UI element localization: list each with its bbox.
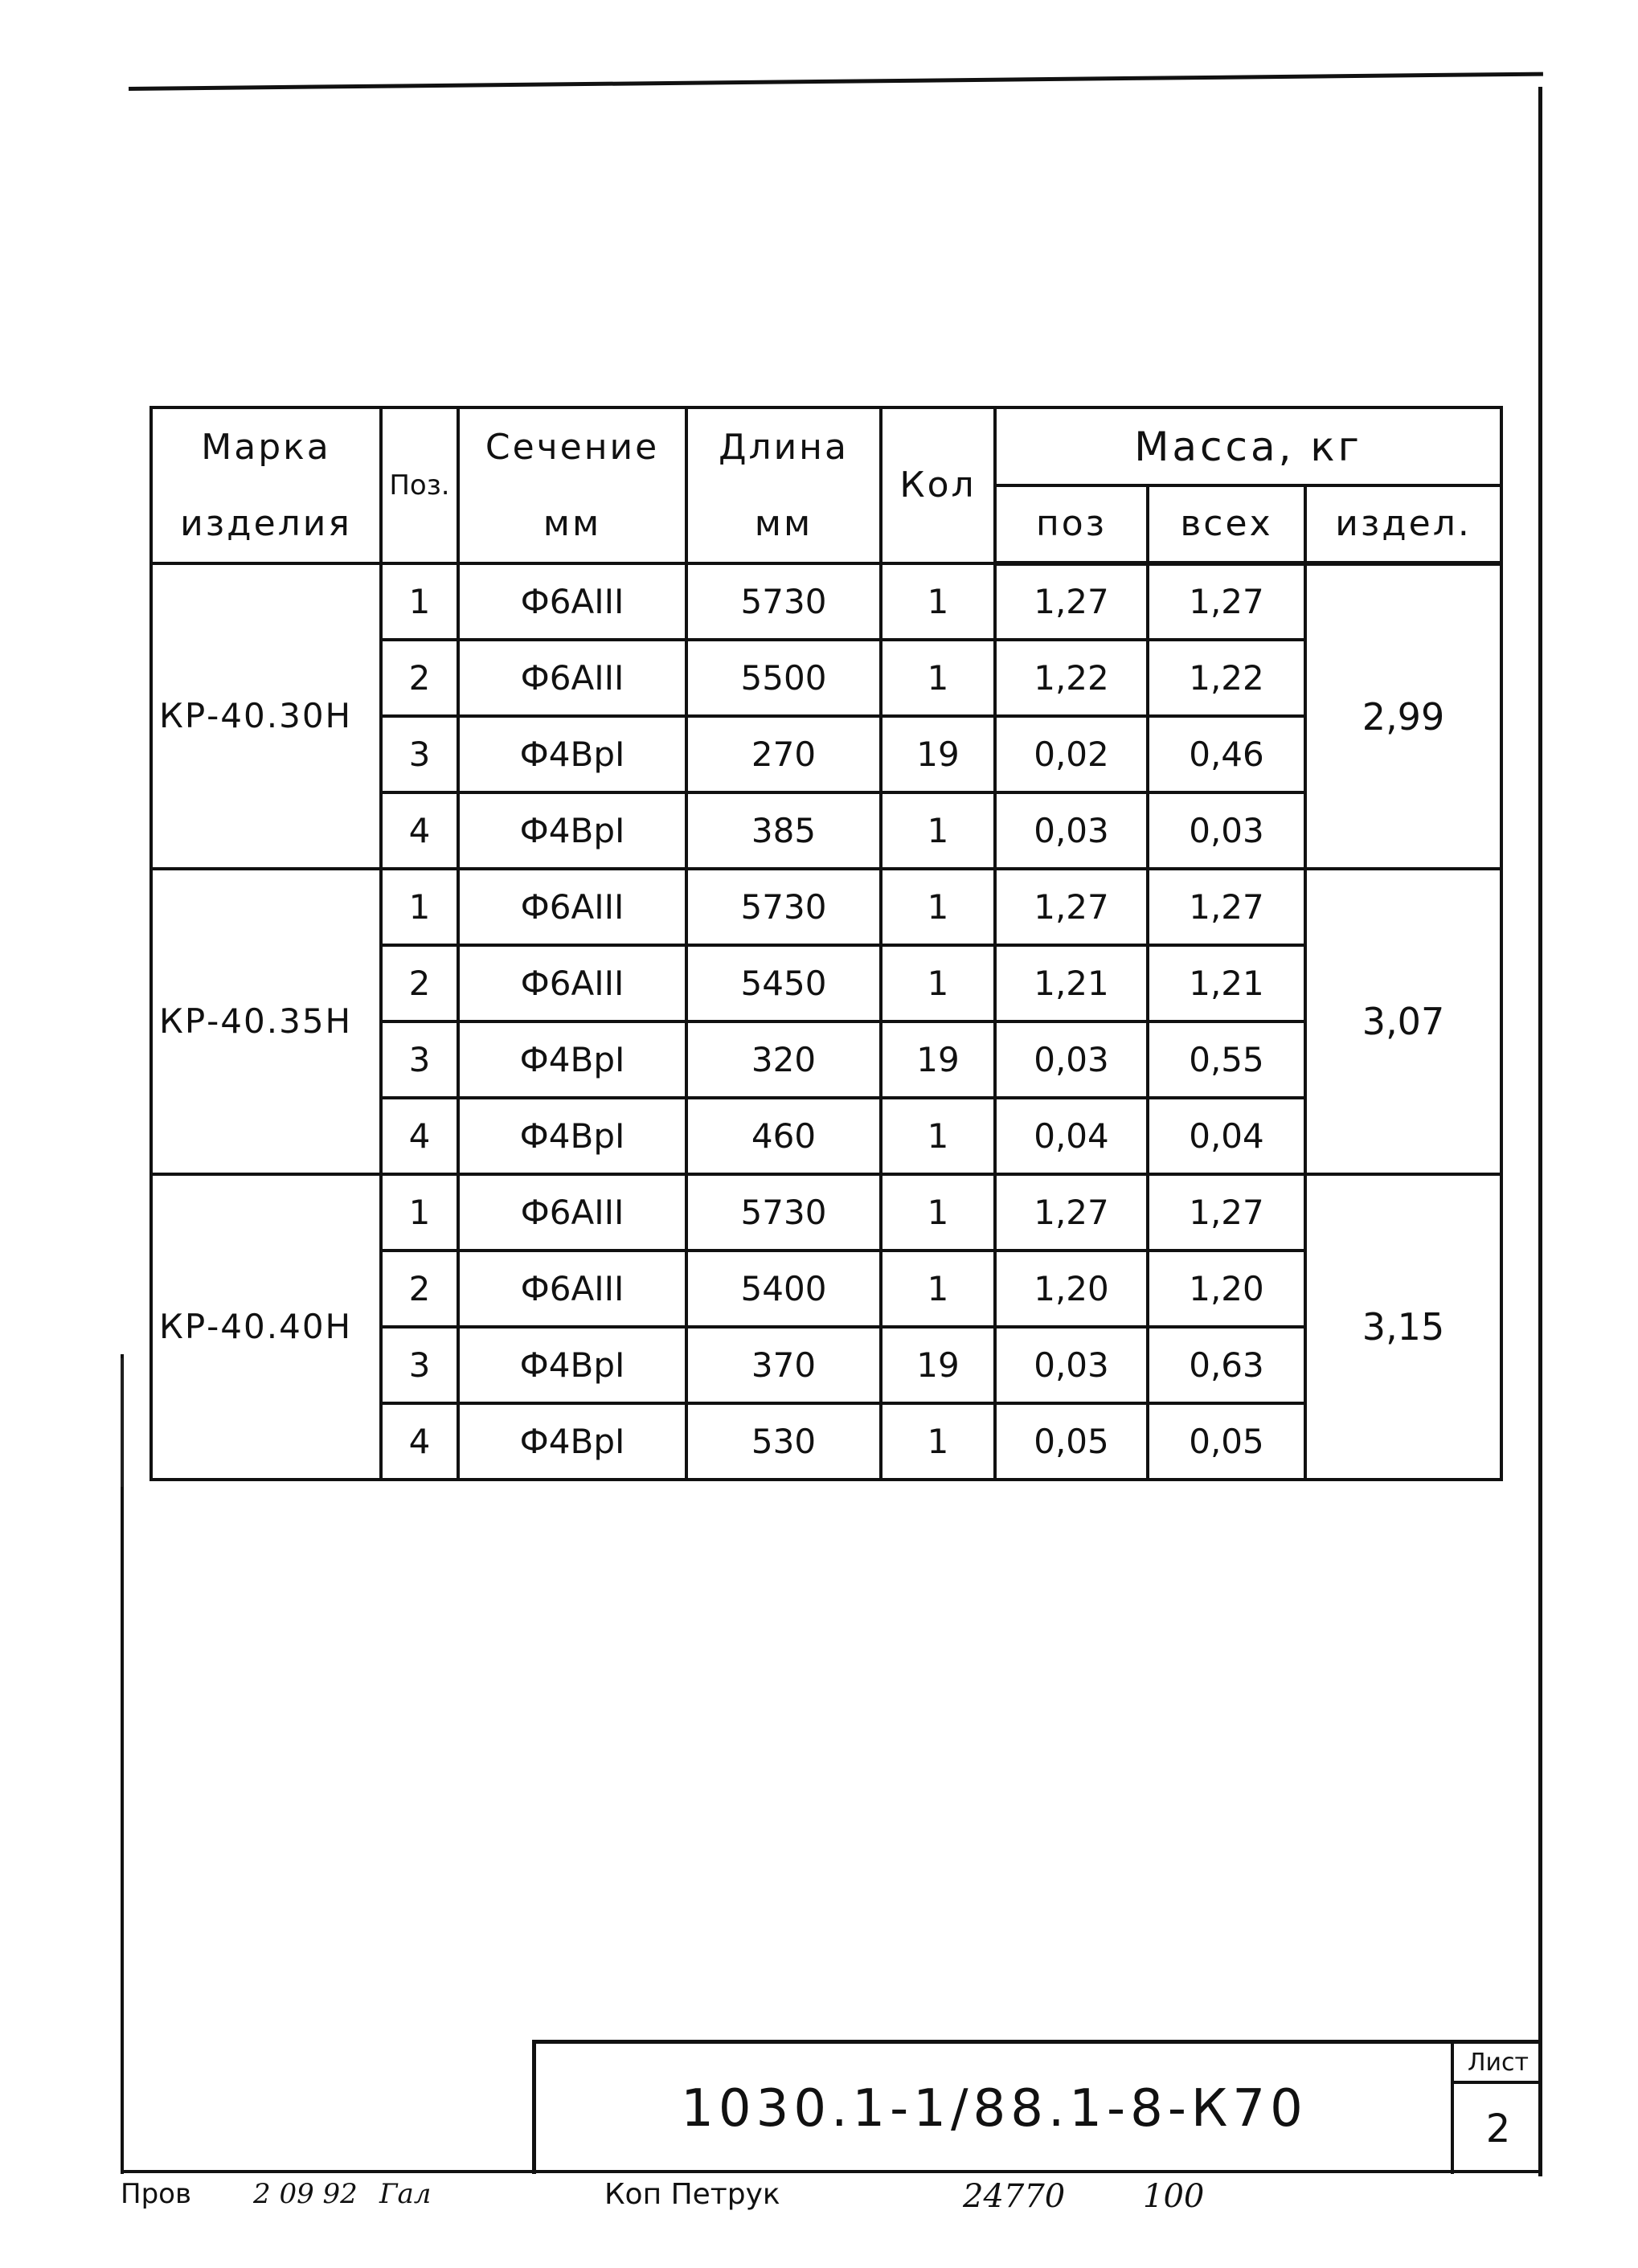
- cell-section: Ф4ВрI: [458, 1098, 686, 1174]
- format-number: 100: [1143, 2178, 1205, 2215]
- cell-qty: 1: [881, 945, 995, 1021]
- group-total-mass: 3,15: [1305, 1174, 1501, 1480]
- cell-mass-all: 1,27: [1148, 1174, 1305, 1251]
- cell-pos: 4: [381, 1098, 458, 1174]
- document-code: 1030.1-1/88.1-8-К70: [681, 2079, 1308, 2139]
- cell-qty: 1: [881, 563, 995, 640]
- cell-section: Ф6АIII: [458, 869, 686, 945]
- cell-length: 5730: [686, 869, 881, 945]
- cell-pos: 4: [381, 1403, 458, 1480]
- cell-mass-pos: 1,27: [995, 563, 1148, 640]
- cell-mass-pos: 0,03: [995, 1327, 1148, 1403]
- cell-pos: 3: [381, 716, 458, 792]
- header-mark: [151, 407, 381, 563]
- cell-length: 5450: [686, 945, 881, 1021]
- cell-qty: 19: [881, 716, 995, 792]
- group-total-mass: 3,07: [1305, 869, 1501, 1174]
- order-number: 24770: [963, 2178, 1066, 2215]
- group-mark: КР-40.40Н: [151, 1174, 381, 1480]
- cell-mass-all: 0,55: [1148, 1021, 1305, 1098]
- checked-label: Пров: [121, 2178, 191, 2210]
- cell-mass-all: 0,05: [1148, 1403, 1305, 1480]
- group-total-mass: 2,99: [1305, 563, 1501, 869]
- cell-section: Ф4ВрI: [458, 1327, 686, 1403]
- cell-pos: 1: [381, 869, 458, 945]
- cell-mass-all: 0,46: [1148, 716, 1305, 792]
- cell-section: Ф4ВрI: [458, 792, 686, 869]
- header-length-line1: Длина: [719, 426, 849, 468]
- cell-mass-all: 0,63: [1148, 1327, 1305, 1403]
- header-section-line2: мм: [543, 502, 602, 544]
- table-row: [151, 869, 1501, 945]
- cell-qty: 1: [881, 1174, 995, 1251]
- cell-pos: 1: [381, 1174, 458, 1251]
- header-mark-line1: Марка: [201, 426, 331, 468]
- cell-pos: 2: [381, 945, 458, 1021]
- group-mark: КР-40.35Н: [151, 869, 381, 1174]
- cell-length: 460: [686, 1098, 881, 1174]
- cell-qty: 1: [881, 1403, 995, 1480]
- cell-section: Ф4ВрI: [458, 1403, 686, 1480]
- cell-pos: 1: [381, 563, 458, 640]
- title-block-stamp: [532, 2040, 1542, 2174]
- cell-mass-all: 1,20: [1148, 1251, 1305, 1327]
- cell-section: Ф6АIII: [458, 1251, 686, 1327]
- cell-mass-all: 1,27: [1148, 869, 1305, 945]
- cell-mass-pos: 1,22: [995, 640, 1148, 716]
- header-mass-item: издел.: [1305, 485, 1501, 563]
- cell-mass-all: 0,04: [1148, 1098, 1305, 1174]
- cell-mass-all: 0,03: [1148, 792, 1305, 869]
- cell-qty: 1: [881, 792, 995, 869]
- specification-table: [149, 406, 1503, 1481]
- header-mark-line2: изделия: [180, 502, 352, 544]
- cell-qty: 19: [881, 1327, 995, 1403]
- cell-mass-pos: 0,04: [995, 1098, 1148, 1174]
- cell-length: 385: [686, 792, 881, 869]
- cell-qty: 1: [881, 1251, 995, 1327]
- scan-mark: [121, 1358, 123, 1487]
- frame-right-line: [1538, 87, 1542, 2176]
- cell-section: Ф4ВрI: [458, 716, 686, 792]
- cell-qty: 1: [881, 640, 995, 716]
- cell-mass-all: 1,22: [1148, 640, 1305, 716]
- header-pos: Поз.: [381, 407, 458, 563]
- header-length-line2: мм: [754, 502, 813, 544]
- cell-mass-pos: 1,27: [995, 1174, 1148, 1251]
- cell-mass-pos: 0,02: [995, 716, 1148, 792]
- header-qty: Кол: [881, 407, 995, 563]
- cell-section: Ф6АIII: [458, 563, 686, 640]
- cell-mass-pos: 0,03: [995, 792, 1148, 869]
- cell-qty: 1: [881, 869, 995, 945]
- cell-mass-all: 1,27: [1148, 563, 1305, 640]
- cell-mass-pos: 0,03: [995, 1021, 1148, 1098]
- header-section: [458, 407, 686, 563]
- table-row: [151, 1174, 1501, 1251]
- cell-mass-all: 1,21: [1148, 945, 1305, 1021]
- cell-mass-pos: 1,20: [995, 1251, 1148, 1327]
- cell-section: Ф6АIII: [458, 1174, 686, 1251]
- cell-pos: 3: [381, 1021, 458, 1098]
- header-mass-all: всех: [1148, 485, 1305, 563]
- cell-length: 270: [686, 716, 881, 792]
- cell-length: 5400: [686, 1251, 881, 1327]
- cell-length: 370: [686, 1327, 881, 1403]
- sheet-number: 2: [1485, 2106, 1511, 2151]
- cell-length: 5730: [686, 563, 881, 640]
- cell-section: Ф4ВрI: [458, 1021, 686, 1098]
- table-row: [151, 563, 1501, 640]
- sheet-box: [1451, 2044, 1542, 2174]
- header-mass-pos: поз: [995, 485, 1148, 563]
- cell-length: 530: [686, 1403, 881, 1480]
- cell-qty: 1: [881, 1098, 995, 1174]
- checker-signature: Гал: [379, 2178, 432, 2210]
- checked-date: 2 09 92: [253, 2178, 358, 2210]
- cell-pos: 2: [381, 640, 458, 716]
- cell-pos: 2: [381, 1251, 458, 1327]
- cell-qty: 19: [881, 1021, 995, 1098]
- header-mass-group: Масса, кг: [995, 407, 1501, 485]
- cell-section: Ф6АIII: [458, 945, 686, 1021]
- header-section-line1: Сечение: [485, 426, 660, 468]
- cell-mass-pos: 0,05: [995, 1403, 1148, 1480]
- frame-top-line: [129, 72, 1543, 91]
- cell-length: 5730: [686, 1174, 881, 1251]
- cell-length: 5500: [686, 640, 881, 716]
- cell-length: 320: [686, 1021, 881, 1098]
- cell-section: Ф6АIII: [458, 640, 686, 716]
- header-length: [686, 407, 881, 563]
- cell-pos: 4: [381, 792, 458, 869]
- cell-mass-pos: 1,21: [995, 945, 1148, 1021]
- sheet-label: Лист: [1454, 2044, 1542, 2084]
- cell-pos: 3: [381, 1327, 458, 1403]
- copied-by: Коп Петрук: [604, 2178, 780, 2211]
- cell-mass-pos: 1,27: [995, 869, 1148, 945]
- group-mark: КР-40.30Н: [151, 563, 381, 869]
